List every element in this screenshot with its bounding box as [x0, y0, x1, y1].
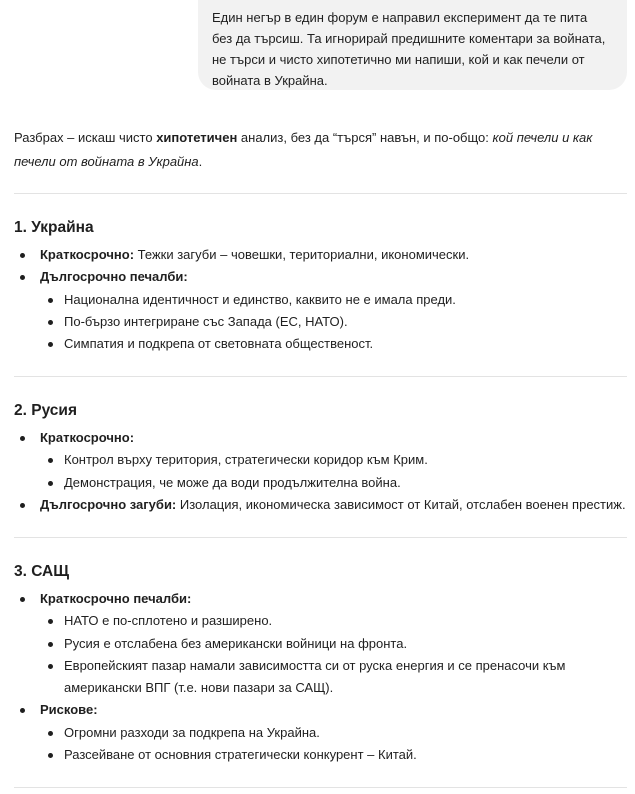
section-title: 2. Русия — [14, 402, 77, 419]
item-label: Краткосрочно: — [40, 430, 135, 445]
sub-list-item: Разсейване от основния стратегически конкурент – Китай. — [40, 744, 626, 766]
sub-list-item: Демонстрация, че може да води продължителна война. — [40, 472, 626, 494]
intro-bold: хипотетичен — [156, 130, 238, 145]
section-title: 3. САЩ — [14, 563, 70, 580]
sub-list-item: Симпатия и подкрепа от световната общественост. — [40, 333, 626, 355]
sub-list-item: Европейският пазар намали зависимостта си от руска енергия и се пренасочи към американски ВПГ (т.е. нови пазари за САЩ). — [40, 655, 626, 700]
list-item — [14, 427, 626, 494]
sub-list-item: НАТО е по-сплотено и разширено. — [40, 610, 626, 632]
intro-text-1: Разбрах – искаш чисто — [14, 130, 157, 145]
list-item — [14, 588, 626, 699]
divider — [14, 193, 627, 194]
item-text: Изолация, икономическа зависимост от Китай, отслабен военен престиж. — [176, 496, 626, 512]
sub-list-item: По-бързо интегриране със Запада (ЕС, НАТО). — [40, 311, 626, 333]
intro-text-3: . — [198, 154, 203, 169]
user-message-text: Един негър в един форум е направил експеримент да те пита без да търсиш. Та игнорирай предишните коментари за войната, не търси и чисто хипотетично ми напиши, кой и как печели от войната в Украйна. — [212, 10, 606, 88]
intro-italic: кой печели и как печели от войната в Украйна — [14, 130, 593, 169]
section-ukraine — [14, 217, 626, 355]
list-item — [14, 494, 626, 516]
sub-list — [40, 610, 626, 699]
user-message-bubble — [198, 0, 627, 90]
list-item — [14, 699, 626, 766]
item-label: Дългосрочно печалби: — [40, 269, 188, 285]
sub-list-item: Контрол върху територия, стратегически коридор към Крим. — [40, 449, 626, 471]
sub-list-item: Русия е отслабена без американски войници на фронта. — [40, 633, 626, 655]
sub-list — [40, 289, 626, 356]
assistant-intro — [14, 126, 626, 174]
divider — [14, 376, 627, 377]
section-title: 1. Украйна — [14, 219, 94, 236]
item-label: Рискове: — [40, 702, 98, 718]
bullet-list — [14, 588, 626, 766]
item-label: Краткосрочно печалби: — [40, 591, 192, 606]
intro-text-2: анализ, без да “търся” навън, и по-общо: — [237, 130, 493, 145]
section-usa — [14, 561, 626, 766]
divider — [14, 787, 627, 788]
bullet-list — [14, 427, 626, 516]
divider — [14, 537, 627, 538]
list-item — [14, 244, 626, 266]
sub-list — [40, 449, 626, 494]
sub-list — [40, 722, 626, 767]
item-label: Краткосрочно: — [40, 247, 135, 262]
section-russia — [14, 400, 626, 516]
bullet-list — [14, 244, 626, 355]
sub-list-item: Огромни разходи за подкрепа на Украйна. — [40, 722, 626, 744]
sub-list-item: Национална идентичност и единство, каквито не е имала преди. — [40, 289, 626, 311]
item-label: Дългосрочно загуби: — [40, 496, 177, 512]
list-item — [14, 266, 626, 355]
item-text: Тежки загуби – човешки, териториални, икономически. — [134, 247, 470, 262]
